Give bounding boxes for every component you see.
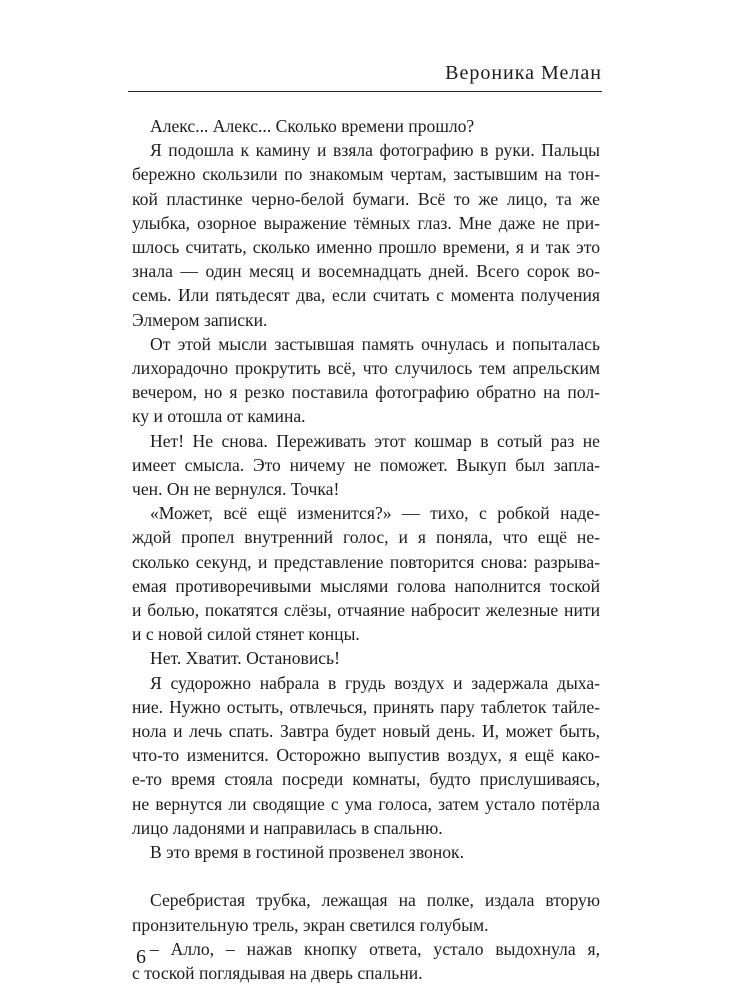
text-line: От этой мысли застывшая память очнулась и попыталась bbox=[150, 333, 600, 354]
text-line: пронзительную трель, экран светился голубым. bbox=[132, 914, 489, 935]
paragraph bbox=[132, 840, 600, 864]
text-line: Алекс... Алекс... Сколько времени прошло? bbox=[150, 116, 475, 136]
text-line: ку и отошла от камина. bbox=[132, 406, 306, 427]
text-line: Нет! Не снова. Переживать этот кошмар в сотый раз не bbox=[150, 430, 600, 451]
text-line: е-то время стояла посреди комнаты, будто прислушиваясь, bbox=[132, 769, 600, 790]
text-line: ние. Нужно остыть, отвлечься, принять пару таблеток тайле- bbox=[132, 696, 600, 717]
paragraph bbox=[132, 429, 600, 502]
paragraph bbox=[132, 138, 600, 332]
text-line: Я подошла к камину и взяла фотографию в руки. Пальцы bbox=[150, 140, 600, 161]
paragraph bbox=[132, 114, 600, 138]
text-line: чен. Он не вернулся. Точка! bbox=[132, 479, 340, 500]
text-line: вечером, но я резко поставила фотографию обратно на пол- bbox=[132, 382, 600, 403]
text-line: Элмером записки. bbox=[132, 309, 268, 330]
text-line: Я судорожно набрала в грудь воздух и задержала дыха- bbox=[150, 672, 600, 693]
header-rule bbox=[128, 91, 602, 92]
paragraph bbox=[132, 671, 600, 840]
text-line: сколько секунд, и представление повторится снова: разрыва- bbox=[132, 551, 600, 572]
text-line: знала — один месяц и восемнадцать дней. Всего сорок во- bbox=[132, 261, 600, 282]
paragraph bbox=[132, 937, 600, 985]
text-line: кой пластинке черно-белой бумаги. Всё то же лицо, та же bbox=[132, 188, 600, 209]
text-line: Нет. Хватит. Остановись! bbox=[150, 648, 340, 669]
text-line: бережно скользили по знакомым чертам, застывшим на тон- bbox=[132, 164, 600, 185]
section-break bbox=[132, 864, 600, 888]
page-number: 6 bbox=[136, 946, 146, 968]
text-line: нола и лечь спать. Завтра будет новый день. И, может быть, bbox=[132, 721, 600, 742]
text-line: улыбка, озорное выражение тёмных глаз. Мне даже не при- bbox=[132, 212, 600, 233]
text-line: и болью, покатятся слёзы, отчаяние набросит железные нити bbox=[132, 600, 600, 621]
text-line: В это время в гостиной прозвенел звонок. bbox=[150, 842, 464, 863]
text-line: – Алло, – нажав кнопку ответа, устало выдохнула я, bbox=[150, 938, 600, 959]
text-line: шлось считать, сколько именно прошло времени, я и так это bbox=[132, 237, 600, 258]
text-line: «Может, всё ещё изменится?» — тихо, с робкой надe- bbox=[150, 503, 600, 524]
running-header-author: Вероника Мелан bbox=[445, 62, 602, 84]
text-line: с тоской поглядывая на дверь спальни. bbox=[132, 962, 423, 983]
body-text bbox=[132, 114, 600, 985]
paragraph bbox=[132, 888, 600, 936]
text-line: Серебристая трубка, лежащая на полке, издала вторую bbox=[150, 890, 600, 911]
text-line: семь. Или пятьдесят два, если считать с момента получения bbox=[132, 285, 600, 306]
text-line: имеет смысла. Это ничему не поможет. Выкуп был запла- bbox=[132, 454, 600, 475]
paragraph bbox=[132, 501, 600, 646]
text-line: что-то изменится. Осторожно выпустив воздух, я ещё како- bbox=[132, 745, 600, 766]
text-line: не вернутся ли сводящие с ума голоса, затем устало потёрла bbox=[132, 793, 600, 814]
text-line: лицо ладонями и направилась в спальню. bbox=[132, 817, 443, 838]
text-line: и с новой силой стянет концы. bbox=[132, 624, 360, 645]
text-line: ждой пропел внутренний голос, и я поняла, что ещё не- bbox=[132, 527, 600, 548]
text-line: емая противоречивыми мыслями голова наполнится тоской bbox=[132, 575, 600, 596]
text-line: лихорадочно прокрутить всё, что случилось тем апрельским bbox=[132, 358, 600, 379]
paragraph bbox=[132, 332, 600, 429]
paragraph bbox=[132, 646, 600, 670]
